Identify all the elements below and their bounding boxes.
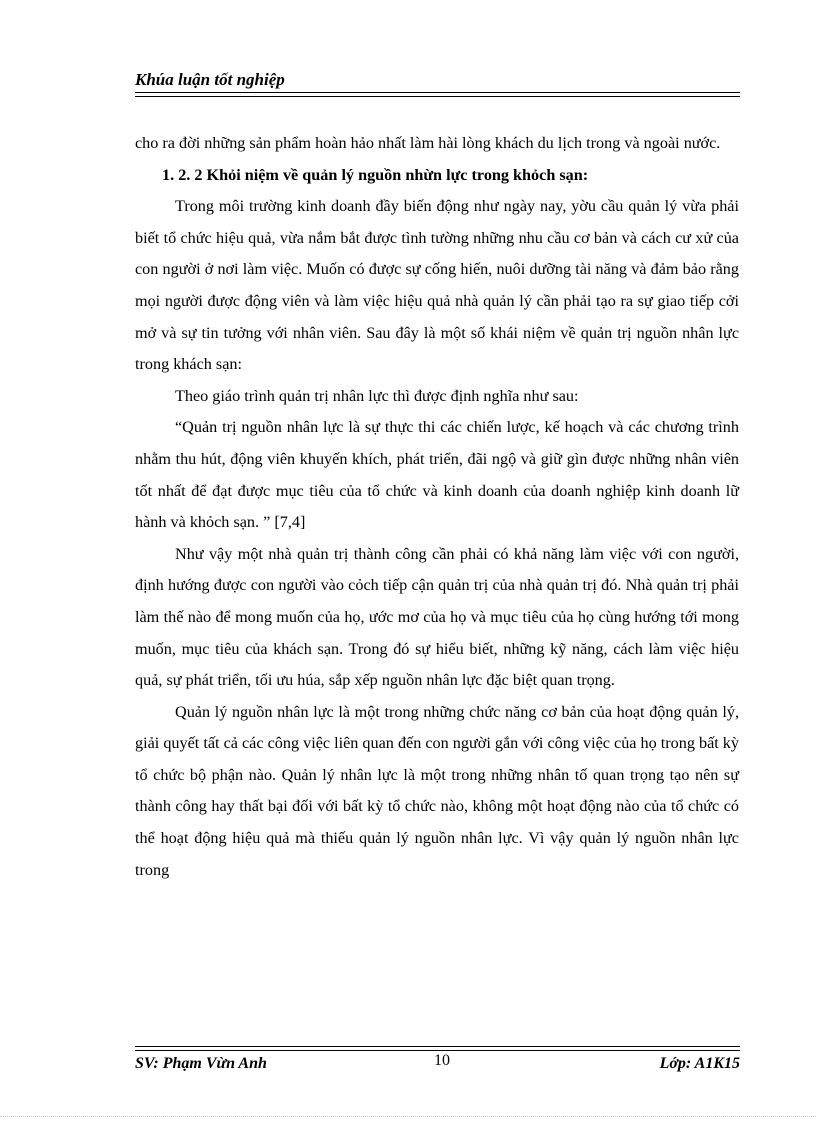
document-body — [135, 128, 739, 886]
quote-paragraph: “Quản trị nguồn nhân lực là sự thực thi các chiến lược, kế hoạch và các chương trình nhằm thu hút, động viên khuyến khích, phát triển, đãi ngộ và giữ gìn được những nhân viên tốt nhất để đạt được mục tiêu của tổ chức và kinh doanh của doanh nghiệp kinh doanh lữ hành và khỏch sạn. ” [7,4] — [135, 418, 739, 532]
header-rule-double — [135, 96, 740, 97]
footer-rule — [135, 1046, 740, 1047]
paragraph: Như vậy một nhà quản trị thành công cần phải có khả năng làm việc với con người, định hướng được con người vào cỏch tiếp cận quản trị của nhà quản trị đó. Nhà quản trị phải làm thế nào để mong muốn của họ, ước mơ của họ và mục tiêu của họ cùng hướng tới mong muốn, mục tiêu của khách sạn. Trong đó sự hiểu biết, những kỹ năng, cách làm việc hiệu quả, sự phát triển, tối ưu húa, sắp xếp nguồn nhân lực đặc biệt quan trọng. — [135, 544, 739, 690]
paragraph: Trong môi trường kinh doanh đầy biến động như ngày nay, yờu cầu quản lý vừa phải biết tổ chức hiệu quả, vừa nắm bắt được tình tường những nhu cầu cơ bản và cách cư xử của con người ở nơi làm việc. Muốn có được sự cống hiến, nuôi dưỡng tài năng và đảm bảo rằng mọi người được động viên và làm việc hiệu quả nhà quản lý cần phải tạo ra sự giao tiếp cởi mở và sự tin tưởng với nhân viên. Sau đây là một số khái niệm về quản trị nguồn nhân lực trong khách sạn: — [135, 197, 739, 374]
section-heading: 1. 2. 2 Khỏi niệm về quản lý nguồn nhừn lực trong khỏch sạn: — [162, 165, 589, 184]
paragraph-continuation: cho ra đời những sản phẩm hoàn hảo nhất làm hài lòng khách du lịch trong và ngoài nước. — [135, 134, 721, 152]
header-rule — [135, 92, 740, 93]
paragraph: Quản lý nguồn nhân lực là một trong những chức năng cơ bản của hoạt động quản lý, giải quyết tất cả các công việc liên quan đến con người gắn với công việc của họ trong bất kỳ tổ chức bộ phận nào. Quản lý nhân lực là một trong những nhân tố quan trọng tạo nên sự thành công hay thất bại đối với bất kỳ tổ chức nào, không một hoạt động nào của tổ chức có thể hoạt động hiệu quả mà thiếu quản lý nguồn nhân lực. Vì vậy quản lý nguồn nhân lực trong — [135, 702, 739, 879]
page-bottom-border — [0, 1116, 816, 1117]
footer-student-name: SV: Phạm Vừn Anh — [135, 1055, 267, 1072]
footer-rule-double — [135, 1050, 740, 1051]
page-number: 10 — [434, 1052, 450, 1069]
header-title: Khúa luận tốt nghiệp — [135, 70, 285, 89]
paragraph: Theo giáo trình quản trị nhân lực thì được định nghĩa như sau: — [175, 386, 579, 405]
footer-class: Lớp: A1K15 — [659, 1055, 740, 1072]
